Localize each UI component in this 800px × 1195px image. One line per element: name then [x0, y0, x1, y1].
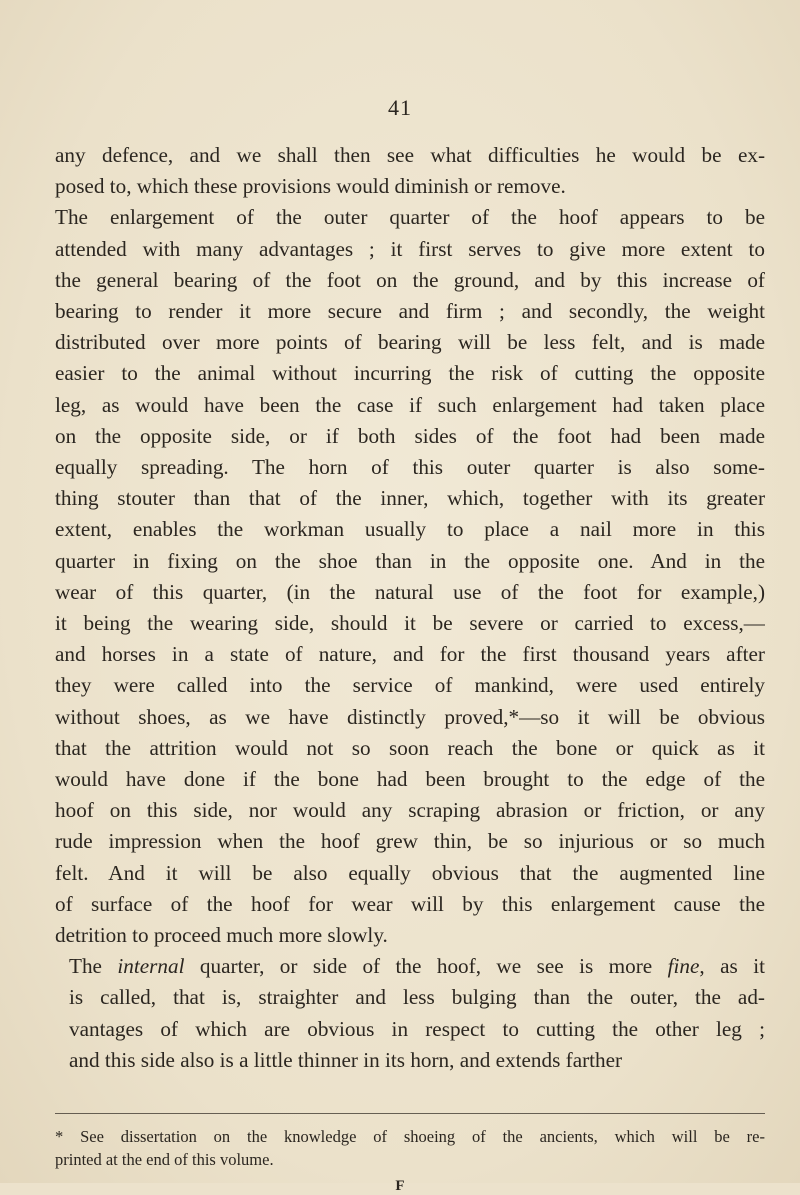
text-line: the general bearing of the foot on the ground, and by this increase of	[55, 267, 765, 292]
text-line: that the attrition would not so soon reach the bone or quick as it	[55, 735, 765, 760]
paragraph	[55, 202, 765, 951]
paragraph	[55, 951, 765, 1076]
text-line: distributed over more points of bearing will be less felt, and is made	[55, 330, 765, 355]
text-line: is called, that is, straighter and less bulging than the outer, the ad-	[69, 985, 765, 1010]
text-line: any defence, and we shall then see what difficulties he would be ex-	[55, 143, 765, 167]
text-line: vantages of which are obvious in respect to cutting the other leg ;	[69, 1016, 765, 1041]
footnote	[55, 1125, 765, 1171]
text-line: quarter in fixing on the shoe than in the opposite one. And in the	[55, 548, 765, 573]
text-line: of surface of the hoof for wear will by this enlargement cause the	[55, 891, 765, 916]
text-line: would have done if the bone had been brought to the edge of the	[55, 767, 765, 792]
text-line: rude impression when the hoof grew thin, be so injurious or so much	[55, 829, 765, 854]
footnote-line: printed at the end of this volume.	[55, 1150, 274, 1169]
text-line: it being the wearing side, should it be severe or carried to excess,—	[55, 611, 765, 636]
text-line: thing stouter than that of the inner, which, together with its greater	[55, 486, 765, 511]
text-line: bearing to render it more secure and firm ; and secondly, the weight	[55, 299, 765, 324]
text-line: hoof on this side, nor would any scraping abrasion or friction, or any	[55, 798, 765, 823]
text-line: The internal quarter, or side of the hoof, we see is more fine, as it	[69, 954, 765, 979]
text-line: leg, as would have been the case if such enlargement had taken place	[55, 392, 765, 417]
footnote-line: * See dissertation on the knowledge of shoeing of the ancients, which will be re-	[55, 1127, 765, 1146]
text-line: without shoes, as we have distinctly proved,*—so it will be obvious	[55, 704, 765, 729]
text-line: and this side also is a little thinner in its horn, and extends farther	[69, 1047, 623, 1072]
footnote-divider	[55, 1113, 765, 1114]
page-number: 41	[388, 95, 412, 120]
text-line: equally spreading. The horn of this outer quarter is also some-	[55, 455, 765, 480]
text-line: wear of this quarter, (in the natural use of the foot for example,)	[55, 579, 765, 604]
signature-mark: F	[395, 1178, 405, 1194]
text-line: easier to the animal without incurring the risk of cutting the opposite	[55, 361, 765, 386]
text-line: detrition to proceed much more slowly.	[55, 923, 388, 948]
text-line: on the opposite side, or if both sides of the foot had been made	[55, 423, 765, 448]
paragraph	[55, 140, 765, 202]
text-line: extent, enables the workman usually to place a nail more in this	[55, 517, 765, 542]
text-line: felt. And it will be also equally obvious that the augmented line	[55, 860, 765, 885]
text-line: they were called into the service of mankind, were used entirely	[55, 673, 765, 698]
text-line: and horses in a state of nature, and for the first thousand years after	[55, 642, 765, 667]
text-line: attended with many advantages ; it first serves to give more extent to	[55, 236, 765, 261]
text-line: posed to, which these provisions would diminish or remove.	[55, 174, 566, 199]
text-line: The enlargement of the outer quarter of the hoof appears to be	[55, 205, 765, 230]
body-text	[55, 140, 765, 1076]
